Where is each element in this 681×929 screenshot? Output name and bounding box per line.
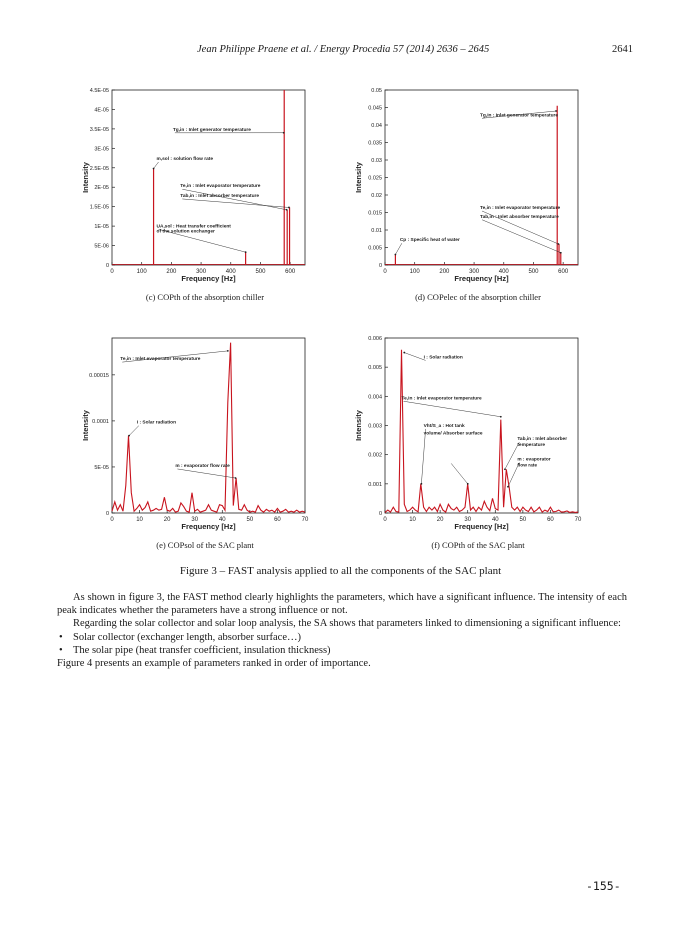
y-tick-label: 2.5E-05 (89, 165, 109, 172)
y-tick-label: 5E-05 (94, 464, 109, 471)
x-tick-label: 70 (574, 517, 582, 523)
annotation-label: temperature (517, 442, 546, 448)
x-tick-label: 30 (464, 517, 472, 523)
y-tick-label: 0.005 (368, 365, 382, 372)
annotation-arrow (182, 199, 289, 208)
bullet-text: Solar collector (exchanger length, absorber surface…) (73, 631, 301, 643)
paragraph-3: Figure 4 presents an example of parameters ranked in order of importance. (57, 658, 371, 670)
annotation-label: flow rate (517, 463, 538, 469)
annotation-arrow (404, 353, 425, 361)
annotation-label: Tab,in : Inlet absorber temperature (480, 214, 559, 220)
annotation-arrowhead (507, 486, 509, 488)
y-tick-label: 4.5E-05 (89, 88, 109, 94)
plot-frame (385, 338, 578, 513)
y-tick-label: 0.003 (368, 423, 382, 430)
annotation-label: Cp : Specific heat of water (399, 238, 460, 244)
annotation-arrow (482, 220, 561, 253)
x-tick-label: 0 (383, 269, 387, 275)
chart-f-caption: (f) COPth of the SAC plant (431, 540, 525, 550)
x-tick-label: 400 (498, 269, 509, 275)
x-axis-label: Frequency [Hz] (454, 274, 509, 283)
annotation-arrowhead (235, 477, 237, 479)
annotation-arrowhead (245, 251, 247, 253)
chart-d-copelec-absorption-chiller (353, 80, 603, 290)
header-page-number: 2641 (612, 44, 633, 55)
annotation-arrow (451, 463, 468, 483)
annotation-label: Tg,in : Inlet generator temperature (480, 113, 559, 119)
annotation-arrow (182, 189, 286, 210)
x-axis-label: Frequency [Hz] (454, 522, 509, 531)
chart-e-copsol-sac-plant (80, 328, 330, 538)
y-tick-label: 0 (378, 511, 382, 517)
chart-d-caption: (d) COPelec of the absorption chiller (415, 292, 541, 302)
annotation-label: m,sol : solution flow rate (156, 157, 214, 162)
y-tick-label: 0.00015 (89, 372, 109, 379)
annotation-arrowhead (504, 468, 506, 470)
figure-caption: Figure 3 – FAST analysis applied to all the components of the SAC plant (179, 565, 502, 577)
annotation-arrowhead (288, 207, 290, 209)
y-tick-label: 0.035 (368, 140, 382, 147)
y-tick-label: 0.045 (368, 105, 382, 112)
x-tick-label: 30 (191, 517, 199, 523)
x-axis-label: Frequency [Hz] (181, 274, 236, 283)
y-tick-label: 0 (105, 263, 109, 269)
y-tick-label: 0.015 (368, 210, 382, 217)
x-tick-label: 0 (110, 517, 114, 523)
x-tick-label: 50 (246, 517, 254, 523)
x-tick-label: 50 (519, 517, 527, 523)
y-tick-label: 0.006 (368, 336, 382, 342)
y-tick-label: 4E-05 (94, 107, 109, 114)
bullet-text: The solar pipe (heat transfer coefficient, insulation thickness) (73, 644, 331, 656)
annotation-label: UA,sol : Heat transfer coefficient (156, 224, 231, 230)
y-tick-label: 1.5E-05 (89, 204, 109, 211)
annotation-arrowhead (500, 416, 502, 418)
annotation-arrow (129, 426, 139, 436)
bullet-dot: • (59, 631, 63, 643)
y-tick-label: 0.01 (371, 228, 382, 234)
annotation-label: Tg,in : Inlet generator temperature (172, 127, 251, 133)
annotation-arrowhead (403, 352, 405, 354)
series-line (112, 343, 305, 512)
x-tick-label: 100 (409, 269, 420, 275)
x-tick-label: 60 (274, 517, 281, 523)
annotation-label: Tab,in : Inlet absorber temperature (180, 193, 260, 199)
header-citation: Jean Philippe Praene et al. / Energy Procedia 57 (2014) 2636 – 2645 (197, 44, 490, 55)
x-tick-label: 400 (225, 269, 236, 275)
x-tick-label: 300 (196, 269, 207, 275)
annotation-arrowhead (394, 254, 396, 256)
y-tick-label: 2E-05 (94, 185, 109, 192)
x-tick-label: 200 (166, 269, 177, 275)
x-tick-label: 40 (218, 517, 226, 523)
x-tick-label: 0 (383, 517, 387, 523)
x-tick-label: 500 (255, 269, 266, 275)
annotation-arrowhead (420, 483, 422, 485)
annotation-label: I : Solar radiation (136, 420, 177, 426)
chart-c-caption: (c) COPth of the absorption chiller (145, 292, 265, 302)
y-tick-label: 0.04 (371, 123, 382, 129)
x-tick-label: 70 (301, 517, 309, 523)
y-tick-label: 0.05 (371, 88, 382, 94)
bullet-item (57, 644, 627, 657)
annotation-arrowhead (227, 350, 229, 352)
x-tick-label: 500 (528, 269, 539, 275)
annotation-arrowhead (283, 132, 285, 134)
chart-c-copth-absorption-chiller (80, 80, 330, 290)
annotation-arrowhead (153, 168, 155, 170)
annotation-label: m : evaporator (517, 457, 551, 463)
x-tick-label: 60 (547, 517, 554, 523)
x-tick-label: 100 (136, 269, 147, 275)
y-axis-label: Intensity (81, 162, 90, 193)
y-tick-label: 3.5E-05 (89, 126, 109, 133)
y-tick-label: 0.025 (368, 175, 382, 182)
annotation-arrow (404, 401, 501, 417)
annotation-label: Vht/S_a : Hot tank (423, 423, 465, 429)
y-tick-label: 0.002 (368, 452, 382, 459)
x-tick-label: 300 (469, 269, 480, 275)
y-tick-label: 0.004 (368, 394, 382, 401)
x-tick-label: 20 (436, 517, 444, 523)
y-tick-label: 0.02 (371, 193, 382, 199)
y-axis-label: Intensity (354, 162, 363, 193)
x-tick-label: 0 (110, 269, 114, 275)
x-tick-label: 10 (409, 517, 416, 523)
annotation-arrow (395, 243, 401, 254)
annotation-label: Te,in : Inlet evaporator temperature (480, 206, 561, 211)
footer-page-code: -155- (586, 879, 621, 893)
paragraph-1: As shown in figure 3, the FAST method clearly highlights the parameters, which have a significant influence. The intensity of each peak indicates whether the parameters have a strong influence or not. (57, 592, 627, 617)
y-tick-label: 0.005 (368, 245, 382, 252)
x-tick-label: 600 (558, 269, 569, 275)
annotation-arrowhead (555, 110, 557, 112)
chart-e-caption: (e) COPsol of the SAC plant (156, 540, 254, 550)
annotation-label: Te,in : Inlet evaporator temperature (180, 184, 261, 190)
y-tick-label: 0.0001 (92, 418, 109, 425)
paragraph-2: Regarding the solar collector and solar loop analysis, the SA shows that parameters linked to dimensioning a significant influence: (73, 618, 621, 630)
x-tick-label: 40 (491, 517, 499, 523)
annotation-arrow (177, 469, 235, 478)
annotation-arrowhead (467, 483, 469, 485)
annotation-arrowhead (128, 435, 130, 437)
y-tick-label: 5E-06 (94, 243, 109, 250)
y-axis-label: Intensity (354, 410, 363, 441)
annotation-label: Tab,in : Inlet absorber (517, 437, 568, 443)
annotation-arrow (421, 429, 425, 484)
running-header (0, 44, 681, 58)
annotation-label: I : Solar radiation (423, 355, 463, 361)
y-tick-label: 0 (378, 263, 382, 269)
annotation-arrow (154, 162, 159, 169)
annotation-arrowhead (558, 243, 560, 245)
plot-frame (112, 90, 305, 265)
x-tick-label: 600 (285, 269, 296, 275)
y-tick-label: 3E-05 (94, 146, 109, 153)
annotation-label: m : evaporator flow rate (175, 463, 230, 469)
chart-f-copth-sac-plant (353, 328, 603, 538)
annotation-arrowhead (286, 209, 288, 211)
annotation-label: Te,in : Inlet evaporator temperature (120, 357, 201, 363)
x-tick-label: 20 (163, 517, 171, 523)
y-tick-label: 0.03 (371, 158, 382, 164)
y-tick-label: 0 (105, 511, 109, 517)
x-tick-label: 10 (136, 517, 143, 523)
x-axis-label: Frequency [Hz] (181, 522, 236, 531)
bullet-item (57, 631, 627, 644)
annotation-label: of the solution exchanger (156, 229, 215, 235)
annotation-arrowhead (560, 252, 562, 254)
bullet-dot: • (59, 644, 63, 656)
y-tick-label: 1E-05 (94, 224, 109, 231)
y-axis-label: Intensity (81, 410, 90, 441)
body-text (57, 591, 627, 670)
annotation-label: volume/ Absorber surface (423, 431, 483, 437)
x-tick-label: 200 (439, 269, 450, 275)
annotation-label: Te,in : Inlet evaporator temperature (401, 396, 482, 402)
y-tick-label: 0.001 (368, 481, 382, 488)
